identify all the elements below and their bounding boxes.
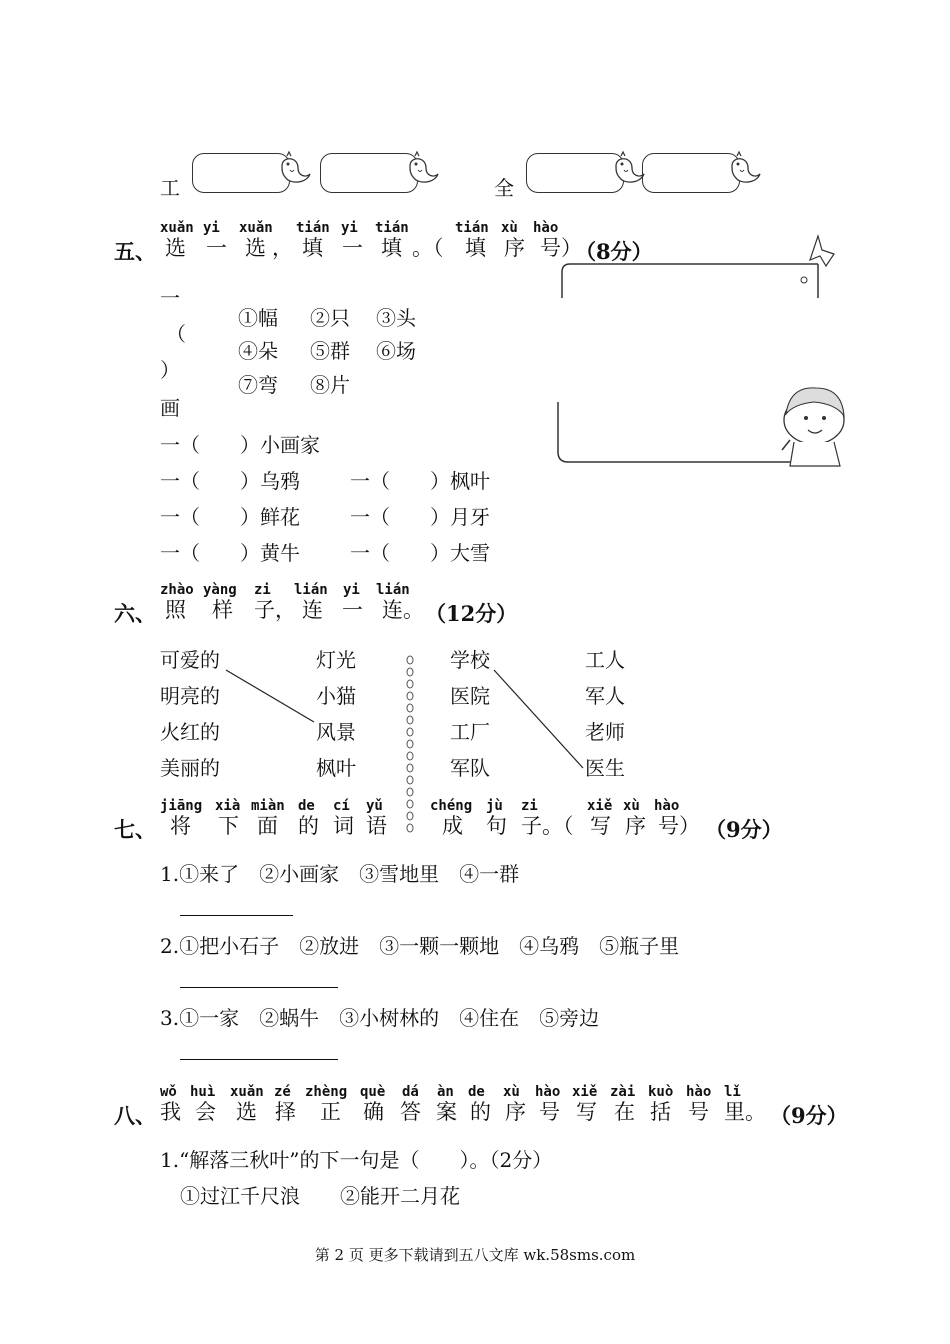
title-char: 的 bbox=[470, 1100, 491, 1124]
pinyin: hào bbox=[535, 1084, 561, 1100]
pinyin: jù bbox=[486, 798, 503, 814]
title-char: 正 bbox=[320, 1100, 341, 1124]
pinyin: àn bbox=[437, 1084, 454, 1100]
pinyin: xù bbox=[503, 1084, 520, 1100]
title-char: 成 bbox=[442, 814, 463, 838]
title-char: 号 bbox=[540, 236, 561, 260]
pinyin: huì bbox=[190, 1084, 216, 1100]
match-word[interactable]: 工人 bbox=[585, 648, 625, 672]
match-word[interactable]: 军人 bbox=[585, 684, 625, 708]
answer-line-3[interactable] bbox=[180, 1059, 338, 1060]
pinyin: chéng bbox=[430, 798, 473, 814]
answer-line-2[interactable] bbox=[180, 987, 338, 988]
section7-score: （9分） bbox=[705, 817, 783, 842]
section7-number: 七、 bbox=[114, 817, 156, 842]
match-word[interactable]: 学校 bbox=[450, 648, 490, 672]
title-char: 写 bbox=[576, 1100, 597, 1124]
match-word[interactable]: 工厂 bbox=[450, 720, 490, 744]
title-char: 我 bbox=[160, 1100, 181, 1124]
match-word[interactable]: 军队 bbox=[450, 756, 490, 780]
reorder-item-2: 2.①把小石子 ②放进 ③一颗一颗地 ④乌鸦 ⑤瓶子里 bbox=[160, 934, 680, 958]
title-char: 样 bbox=[212, 598, 233, 622]
title-char: 连 bbox=[302, 598, 323, 622]
pinyin: lǐ bbox=[724, 1084, 741, 1100]
title-char: 词 bbox=[333, 814, 354, 838]
reorder-item-1: 1.①来了 ②小画家 ③雪地里 ④一群 bbox=[160, 862, 520, 886]
fill-item[interactable]: 一（ ）黄牛 bbox=[160, 541, 300, 565]
pinyin: xuǎn bbox=[160, 220, 194, 236]
match-word[interactable]: 小猫 bbox=[316, 684, 356, 708]
title-char: 连。 bbox=[382, 598, 424, 622]
title-char: 在 bbox=[614, 1100, 635, 1124]
pinyin: xù bbox=[501, 220, 518, 236]
example-line: （ bbox=[166, 322, 186, 346]
title-char: 子， bbox=[254, 598, 296, 622]
title-char: 括 bbox=[650, 1100, 671, 1124]
fill-item[interactable]: 一（ ）鲜花 bbox=[160, 505, 300, 529]
char-gong: 工 bbox=[160, 176, 180, 200]
match-word[interactable]: 老师 bbox=[585, 720, 625, 744]
word-option: ⑥场 bbox=[376, 339, 416, 363]
title-char: 序 bbox=[625, 814, 646, 838]
section8-number: 八、 bbox=[114, 1103, 156, 1128]
title-char: 面 bbox=[257, 814, 278, 838]
pinyin: miàn bbox=[251, 798, 285, 814]
pinyin: de bbox=[298, 798, 315, 814]
title-char: 答 bbox=[400, 1100, 421, 1124]
match-word[interactable]: 医院 bbox=[450, 684, 490, 708]
pinyin: tián bbox=[455, 220, 489, 236]
example-line: ） bbox=[160, 358, 180, 382]
answer-line-1[interactable] bbox=[180, 915, 293, 916]
pinyin: dá bbox=[402, 1084, 419, 1100]
pinyin: xuǎn bbox=[230, 1084, 264, 1100]
title-char: ， bbox=[272, 236, 293, 260]
pinyin: hào bbox=[533, 220, 559, 236]
pinyin: xù bbox=[623, 798, 640, 814]
word-option: ②只 bbox=[310, 306, 350, 330]
title-char: 填 bbox=[302, 236, 323, 260]
word-option: ④朵 bbox=[238, 339, 278, 363]
pinyin: zi bbox=[254, 582, 271, 598]
fill-item[interactable]: 一（ ）枫叶 bbox=[350, 469, 490, 493]
pinyin: hào bbox=[686, 1084, 712, 1100]
pinyin: xià bbox=[215, 798, 241, 814]
pinyin: zài bbox=[610, 1084, 636, 1100]
match-word[interactable]: 可爱的 bbox=[160, 648, 220, 672]
pinyin: xuǎn bbox=[239, 220, 273, 236]
title-char: 择 bbox=[275, 1100, 296, 1124]
section6-number: 六、 bbox=[114, 601, 156, 626]
section8-score: （9分） bbox=[770, 1103, 848, 1128]
title-char: 将 bbox=[170, 814, 191, 838]
fill-item[interactable]: 一（ ）大雪 bbox=[350, 541, 490, 565]
word-option: ⑧片 bbox=[310, 373, 350, 397]
word-option: ①幅 bbox=[238, 306, 278, 330]
title-char: 案 bbox=[436, 1100, 457, 1124]
word-option: ③头 bbox=[376, 306, 416, 330]
title-char: 里。 bbox=[724, 1100, 766, 1124]
title-char: 的 bbox=[298, 814, 319, 838]
pinyin: yàng bbox=[203, 582, 237, 598]
title-char: 号 bbox=[539, 1100, 560, 1124]
match-word[interactable]: 灯光 bbox=[316, 648, 356, 672]
pinyin: hào bbox=[654, 798, 680, 814]
title-char: 选 bbox=[245, 236, 266, 260]
pinyin: tián bbox=[375, 220, 409, 236]
title-char: 句 bbox=[486, 814, 507, 838]
title-char: 照 bbox=[165, 598, 186, 622]
section5-number: 五、 bbox=[114, 239, 156, 264]
pinyin: què bbox=[360, 1084, 386, 1100]
pinyin: xiě bbox=[572, 1084, 598, 1100]
word-option: ⑤群 bbox=[310, 339, 350, 363]
title-char: 选 bbox=[165, 236, 186, 260]
title-char: 下 bbox=[218, 814, 239, 838]
page-footer: 第 2 页 更多下载请到五八文库 wk.58sms.com bbox=[314, 1246, 636, 1264]
pinyin: cí bbox=[333, 798, 350, 814]
fill-item[interactable]: 一（ ）小画家 bbox=[160, 433, 320, 457]
match-word[interactable]: 火红的 bbox=[160, 720, 220, 744]
title-char: 写 bbox=[590, 814, 611, 838]
title-char: 号 bbox=[688, 1100, 709, 1124]
pinyin: zhèng bbox=[305, 1084, 348, 1100]
match-word[interactable]: 风景 bbox=[316, 720, 356, 744]
pinyin: yi bbox=[343, 582, 360, 598]
title-char: 。（ bbox=[412, 236, 444, 260]
fill-item[interactable]: 一（ ）月牙 bbox=[350, 505, 490, 529]
word-option: ⑦弯 bbox=[238, 373, 278, 397]
match-word[interactable]: 明亮的 bbox=[160, 684, 220, 708]
pinyin: kuò bbox=[648, 1084, 674, 1100]
pinyin: zhào bbox=[160, 582, 194, 598]
match-word[interactable]: 医生 bbox=[585, 756, 625, 780]
question-1-options[interactable]: ①过江千尺浪 ②能开二月花 bbox=[180, 1184, 460, 1208]
title-char: 号） bbox=[658, 814, 700, 838]
title-char: 序 bbox=[505, 1100, 526, 1124]
title-char: 一 bbox=[342, 236, 363, 260]
title-char: 语 bbox=[366, 814, 387, 838]
fill-item[interactable]: 一（ ）乌鸦 bbox=[160, 469, 300, 493]
pinyin: yi bbox=[203, 220, 220, 236]
title-char: 一 bbox=[206, 236, 227, 260]
pinyin: de bbox=[468, 1084, 485, 1100]
title-char: 一 bbox=[342, 598, 363, 622]
section6-score: （12分） bbox=[425, 601, 518, 626]
example-line: 画 bbox=[160, 396, 180, 420]
section5-score: （8分） bbox=[575, 239, 653, 264]
pinyin: yǔ bbox=[366, 798, 383, 814]
pinyin: zi bbox=[521, 798, 538, 814]
pinyin: zé bbox=[274, 1084, 291, 1100]
match-word[interactable]: 美丽的 bbox=[160, 756, 220, 780]
pinyin: lián bbox=[294, 582, 328, 598]
question-1: 1.“解落三秋叶”的下一句是（ ）。（2分） bbox=[160, 1148, 553, 1172]
pinyin: wǒ bbox=[160, 1084, 177, 1100]
pinyin: tián bbox=[296, 220, 330, 236]
title-char: 填 bbox=[465, 236, 486, 260]
match-word[interactable]: 枫叶 bbox=[316, 756, 356, 780]
title-char: 确 bbox=[363, 1100, 384, 1124]
title-char: 选 bbox=[236, 1100, 257, 1124]
title-char: 会 bbox=[195, 1100, 216, 1124]
pinyin: lián bbox=[376, 582, 410, 598]
pinyin: xiě bbox=[587, 798, 613, 814]
pinyin: yi bbox=[341, 220, 358, 236]
example-line: 一 bbox=[160, 286, 180, 310]
title-char: 填 bbox=[381, 236, 402, 260]
chain-divider bbox=[402, 654, 418, 840]
char-quan: 全 bbox=[494, 176, 514, 200]
title-char: 子。（ bbox=[521, 814, 574, 838]
title-char: ） bbox=[561, 236, 582, 260]
reorder-item-3: 3.①一家 ②蜗牛 ③小树林的 ④住在 ⑤旁边 bbox=[160, 1006, 600, 1030]
pinyin: jiāng bbox=[160, 798, 203, 814]
title-char: 序 bbox=[504, 236, 525, 260]
